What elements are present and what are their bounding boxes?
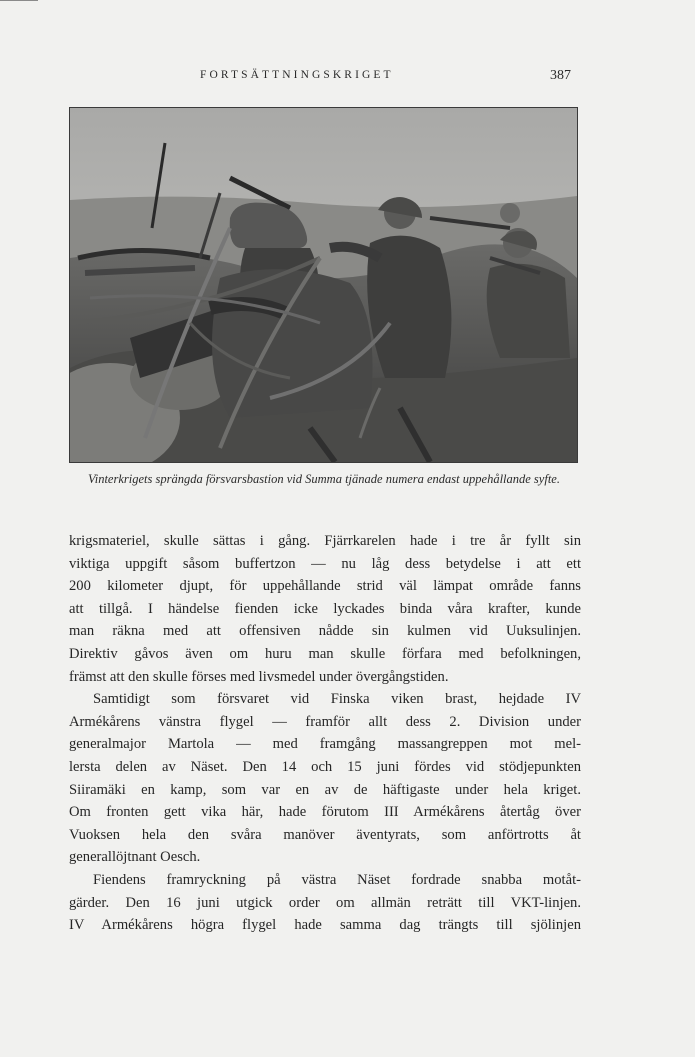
body-line: krigsmateriel, skulle sättas i gång. Fjärrkarelen hade i tre år fyllt sin	[69, 533, 581, 549]
running-title: FORTSÄTTNINGSKRIGET	[200, 69, 394, 81]
body-line: Direktiv gåvos även om huru man skulle förfara med befolkningen,	[69, 645, 581, 662]
body-line: Fiendens framryckning på västra Näset fordrade snabba motåt-	[93, 871, 581, 888]
body-line: lersta delen av Näset. Den 14 och 15 juni fördes vid stödjepunkten	[69, 758, 581, 775]
body-line: IV Armékårens högra flygel hade samma dag trängts till sjölinjen	[69, 917, 581, 934]
body-line: främst att den skulle förses med livsmedel under övergångstiden.	[69, 668, 449, 685]
body-line: gärder. Den 16 juni utgick order om allmän reträtt till VKT-linjen.	[69, 894, 581, 911]
body-line: Vuoksen hela den svåra manöver äventyrats, som anförtrotts åt	[69, 826, 581, 843]
war-photograph	[69, 107, 578, 463]
body-line: 200 kilometer djupt, för uppehållande strid väl lämpat område fanns	[69, 578, 581, 595]
photo-caption: Vinterkrigets sprängda försvarsbastion vid Summa tjänade numera endast uppehållande syfte.	[88, 472, 560, 486]
body-line: man räkna med att offensiven nådde sin kulmen vid Uuksulinjen.	[69, 623, 581, 640]
body-line: Samtidigt som försvaret vid Finska viken brast, hejdade IV	[93, 691, 581, 708]
trench-soldiers-photo	[70, 108, 577, 462]
body-line: Siiramäki en kamp, som var en av de häftigaste under hela kriget.	[69, 781, 581, 798]
body-line: Armékårens vänstra flygel — framför allt dess 2. Division under	[69, 713, 581, 730]
page-number: 387	[550, 68, 571, 83]
body-line: Om fronten gett vika här, hade förutom III Armékårens återtåg över	[69, 804, 581, 821]
body-line: generallöjtnant Oesch.	[69, 849, 201, 866]
body-line: att tillgå. I händelse fienden icke lyckades binda våra krafter, kunde	[69, 600, 581, 617]
body-line: generalmajor Martola — med framgång massangreppen mot mel-	[69, 736, 581, 753]
body-text	[69, 530, 581, 937]
corner-scan-mark	[0, 0, 38, 1]
body-line: viktiga uppgift såsom buffertzon — nu låg dess betydelse i att ett	[69, 555, 581, 572]
